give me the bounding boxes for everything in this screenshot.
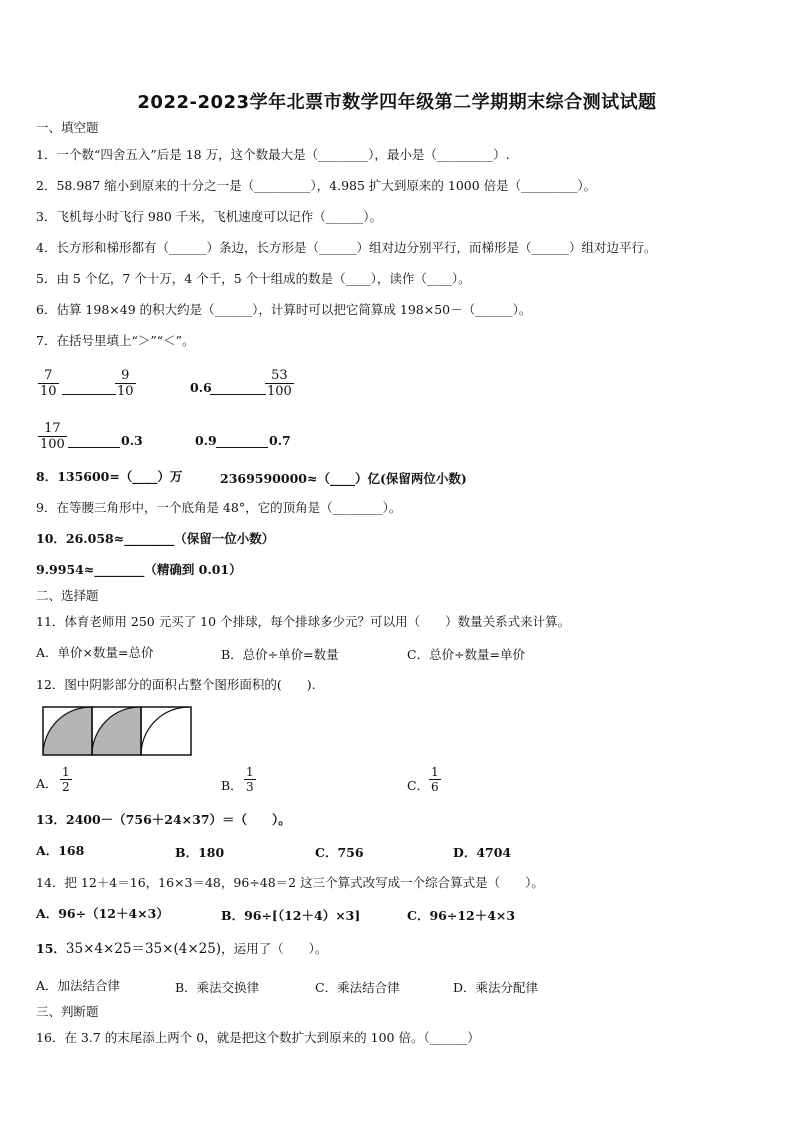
q15-prompt: ，运用了（ ）。	[221, 941, 328, 956]
denominator: 100	[267, 384, 292, 399]
shaded-region-1	[43, 707, 91, 755]
question-10a: 10．26.058≈________（保留一位小数）	[36, 531, 275, 546]
q13-option-b[interactable]: B．180	[175, 845, 225, 860]
q12-fraction-c	[429, 765, 441, 794]
numerator: 53	[271, 368, 288, 383]
square-3	[141, 707, 191, 755]
q15-number: 15．	[36, 941, 66, 956]
q7-answer-blank-3[interactable]	[68, 435, 120, 448]
question-1: 1．一个数“四舍五入”后是 18 万，这个数最大是（________），最小是（_________）.	[36, 147, 510, 162]
q7-fraction-9-10	[115, 368, 136, 399]
question-15	[36, 941, 327, 957]
q14-option-b[interactable]: B．96÷[（12＋4）×3]	[221, 908, 361, 923]
question-7: 7．在括号里填上“＞”“＜”。	[36, 333, 195, 348]
denominator: 6	[431, 780, 439, 794]
q12-option-a[interactable]: A．	[36, 776, 58, 791]
q15-option-c[interactable]: C．乘法结合律	[315, 980, 400, 995]
q7-value-0-9: 0.9	[195, 433, 217, 448]
q11-option-a[interactable]: A．单价×数量=总价	[36, 645, 154, 660]
numerator: 1	[62, 765, 70, 779]
q7-answer-blank-1[interactable]	[62, 382, 116, 395]
question-4: 4．长方形和梯形都有（______）条边，长方形是（______）组对边分别平行，而梯形是（______）组对边平行。	[36, 240, 657, 255]
question-10b: 9.9954≈________（精确到 0.01）	[36, 562, 242, 577]
q7-value-0-7: 0.7	[269, 433, 291, 448]
question-16: 16．在 3.7 的末尾添上两个 0，就是把这个数扩大到原来的 100 倍。（______）	[36, 1030, 480, 1045]
question-9: 9．在等腰三角形中，一个底角是 48°，它的顶角是（________）。	[36, 500, 402, 515]
q7-value-0-6: 0.6	[190, 380, 212, 395]
question-14: 14．把 12＋4＝16，16×3＝48，96÷48＝2 这三个算式改写成一个综合算式是（ ）。	[36, 875, 544, 890]
section-true-false: 三、判断题	[36, 1004, 99, 1019]
question-2: 2．58.987 缩小到原来的十分之一是（_________），4.985 扩大到原来的 1000 倍是（_________）。	[36, 178, 597, 193]
q7-answer-blank-4[interactable]	[216, 435, 268, 448]
question-6: 6．估算 198×49 的积大约是（______），计算时可以把它简算成 198×50－（______）。	[36, 302, 532, 317]
section-fill-in: 一、填空题	[36, 120, 99, 135]
q7-fraction-7-10	[38, 368, 59, 399]
q13-option-d[interactable]: D．4704	[453, 845, 512, 860]
numerator: 1	[431, 765, 439, 779]
q11-option-c[interactable]: C．总价÷数量=单价	[407, 647, 526, 662]
q14-option-c[interactable]: C．96÷12＋4×3	[407, 908, 516, 923]
q7-value-0-3: 0.3	[121, 433, 143, 448]
q15-option-d[interactable]: D．乘法分配律	[453, 980, 539, 995]
q15-option-a[interactable]: A．加法结合律	[36, 978, 121, 993]
denominator: 3	[246, 780, 254, 794]
numerator: 7	[44, 368, 53, 383]
question-11: 11．体育老师用 250 元买了 10 个排球，每个排球多少元？可以用（ ）数量关系式来计算。	[36, 614, 571, 629]
q12-fraction-a	[60, 765, 72, 794]
q15-option-b[interactable]: B．乘法交换律	[175, 980, 260, 995]
denominator: 100	[40, 437, 65, 452]
shaded-region-2	[92, 707, 140, 755]
page-title: 2022-2023学年北票市数学四年级第二学期期末综合测试试题	[137, 92, 657, 113]
q12-option-b[interactable]: B．	[221, 778, 243, 793]
question-8b: 2369590000≈（____）亿(保留两位小数)	[220, 471, 467, 486]
q7-fraction-53-100	[265, 368, 294, 399]
arc-3	[141, 707, 189, 755]
q12-figure	[42, 706, 194, 756]
question-3: 3．飞机每小时飞行 980 千米，飞机速度可以记作（______）。	[36, 209, 383, 224]
q11-option-b[interactable]: B．总价÷单价=数量	[221, 647, 339, 662]
question-5: 5．由 5 个亿，7 个十万，4 个千，5 个十组成的数是（____），读作（____）。	[36, 271, 471, 286]
denominator: 10	[117, 384, 134, 399]
q7-answer-blank-2[interactable]	[210, 382, 266, 395]
q15-expression: 35×4×25＝35×(4×25)	[65, 941, 222, 957]
q12-fraction-b	[244, 765, 256, 794]
question-8a: 8．135600=（____）万	[36, 469, 183, 484]
question-13: 13．2400－（756＋24×37）＝（ ）。	[36, 812, 291, 827]
denominator: 2	[62, 780, 70, 794]
q13-option-a[interactable]: A．168	[36, 843, 85, 858]
numerator: 9	[121, 368, 130, 383]
numerator: 17	[44, 421, 61, 436]
numerator: 1	[246, 765, 254, 779]
question-12: 12．图中阴影部分的面积占整个图形面积的( ).	[36, 677, 316, 692]
denominator: 10	[40, 384, 57, 399]
q13-option-c[interactable]: C．756	[315, 845, 364, 860]
section-multiple-choice: 二、选择题	[36, 588, 99, 603]
q14-option-a[interactable]: A．96÷（12＋4×3）	[36, 906, 169, 921]
q7-fraction-17-100	[38, 421, 67, 452]
q12-option-c[interactable]: C．	[407, 778, 430, 793]
